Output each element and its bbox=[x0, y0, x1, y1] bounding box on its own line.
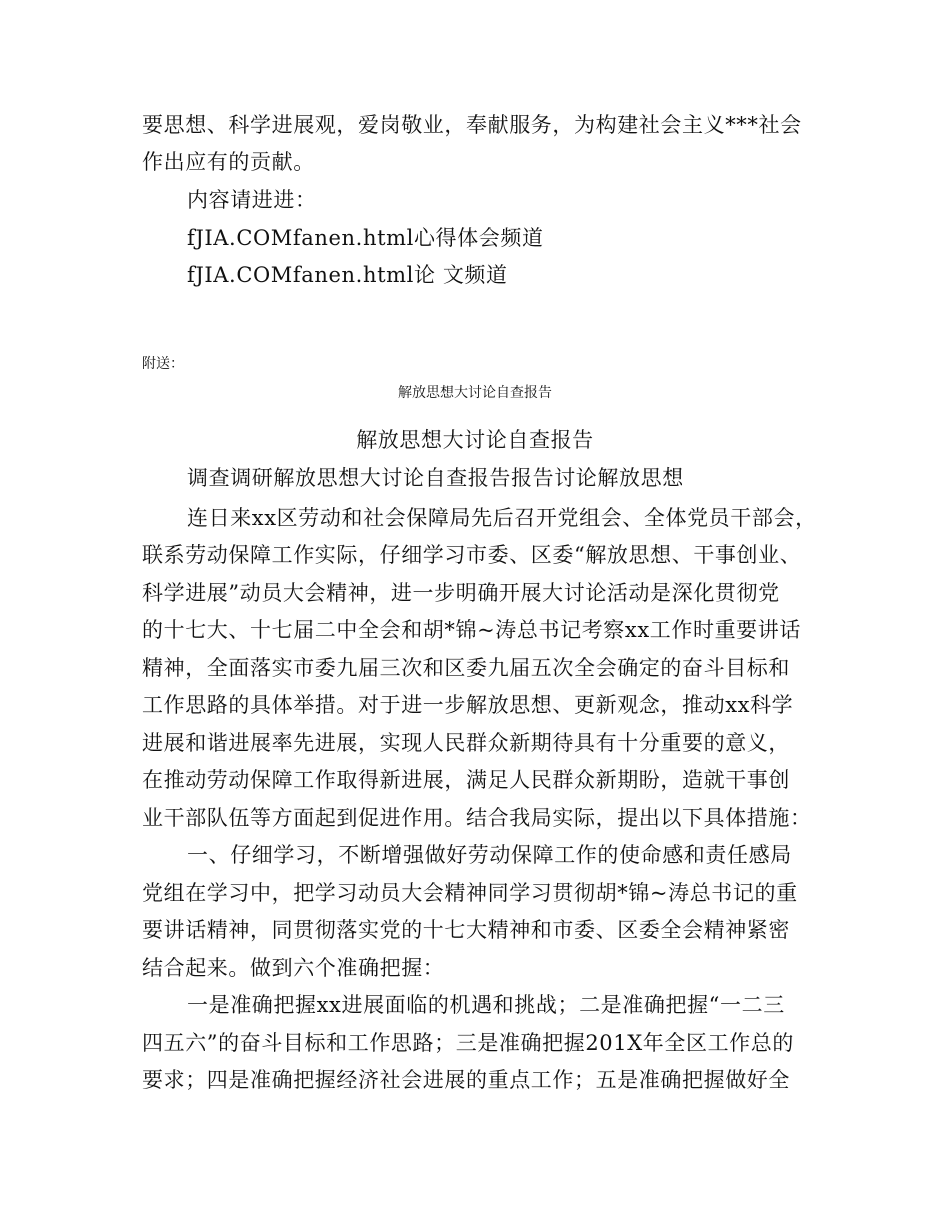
paragraph-line: 业干部队伍等方面起到促进作用。结合我局实际，提出以下具体措施： bbox=[142, 806, 812, 830]
main-title: 解放思想大讨论自查报告 bbox=[356, 428, 594, 452]
small-title: 解放思想大讨论自查报告 bbox=[398, 385, 552, 401]
paragraph-line: 四五六”的奋斗目标和工作思路；三是准确把握201X年全区工作总的 bbox=[142, 1031, 794, 1055]
paragraph-line: 结合起来。做到六个准确把握： bbox=[142, 956, 445, 980]
intro-line: 作出应有的贡献。 bbox=[142, 150, 315, 174]
paragraph-line: 一、仔细学习，不断增强做好劳动保障工作的使命感和责任感局 bbox=[187, 843, 792, 867]
paragraph-line: 党组在学习中，把学习动员大会精神同学习贯彻胡*锦~涛总书记的重 bbox=[142, 881, 798, 905]
paragraph-line: 科学进展”动员大会精神，进一步明确开展大讨论活动是深化贯彻党 bbox=[142, 581, 780, 605]
paragraph-line: 要求；四是准确把握经济社会进展的重点工作；五是准确把握做好全 bbox=[142, 1068, 790, 1092]
channel-link[interactable]: fJIA.COMfanen.html心得体会频道 bbox=[187, 226, 544, 250]
content-prompt: 内容请进进： bbox=[187, 188, 317, 212]
attachment-label: 附送： bbox=[142, 356, 184, 372]
paragraph-line: 进展和谐进展率先进展，实现人民群众新期待具有十分重要的意义， bbox=[142, 731, 790, 755]
paragraph-line: 的十七大、十七届二中全会和胡*锦~涛总书记考察xx工作时重要讲话 bbox=[142, 618, 801, 642]
paragraph-line: 连日来xx区劳动和社会保障局先后召开党组会、全体党员干部会， bbox=[187, 506, 817, 530]
channel-link[interactable]: fJIA.COMfanen.html论 文频道 bbox=[187, 263, 508, 287]
paragraph-line: 一是准确把握xx进展面临的机遇和挑战；二是准确把握“一二三 bbox=[187, 993, 785, 1017]
paragraph-line: 要讲话精神，同贯彻落实党的十七大精神和市委、区委全会精神紧密 bbox=[142, 918, 790, 942]
paragraph-line: 联系劳动保障工作实际，仔细学习市委、区委“解放思想、干事创业、 bbox=[142, 543, 802, 567]
paragraph-line: 精神，全面落实市委九届三次和区委九届五次全会确定的奋斗目标和 bbox=[142, 656, 790, 680]
subtitle: 调查调研解放思想大讨论自查报告报告讨论解放思想 bbox=[187, 466, 684, 490]
intro-line: 要思想、科学进展观，爱岗敬业，奉献服务，为构建社会主义***社会 bbox=[142, 113, 802, 137]
paragraph-line: 在推动劳动保障工作取得新进展，满足人民群众新期盼，造就干事创 bbox=[142, 768, 790, 792]
paragraph-line: 工作思路的具体举措。对于进一步解放思想、更新观念，推动xx科学 bbox=[142, 693, 794, 717]
